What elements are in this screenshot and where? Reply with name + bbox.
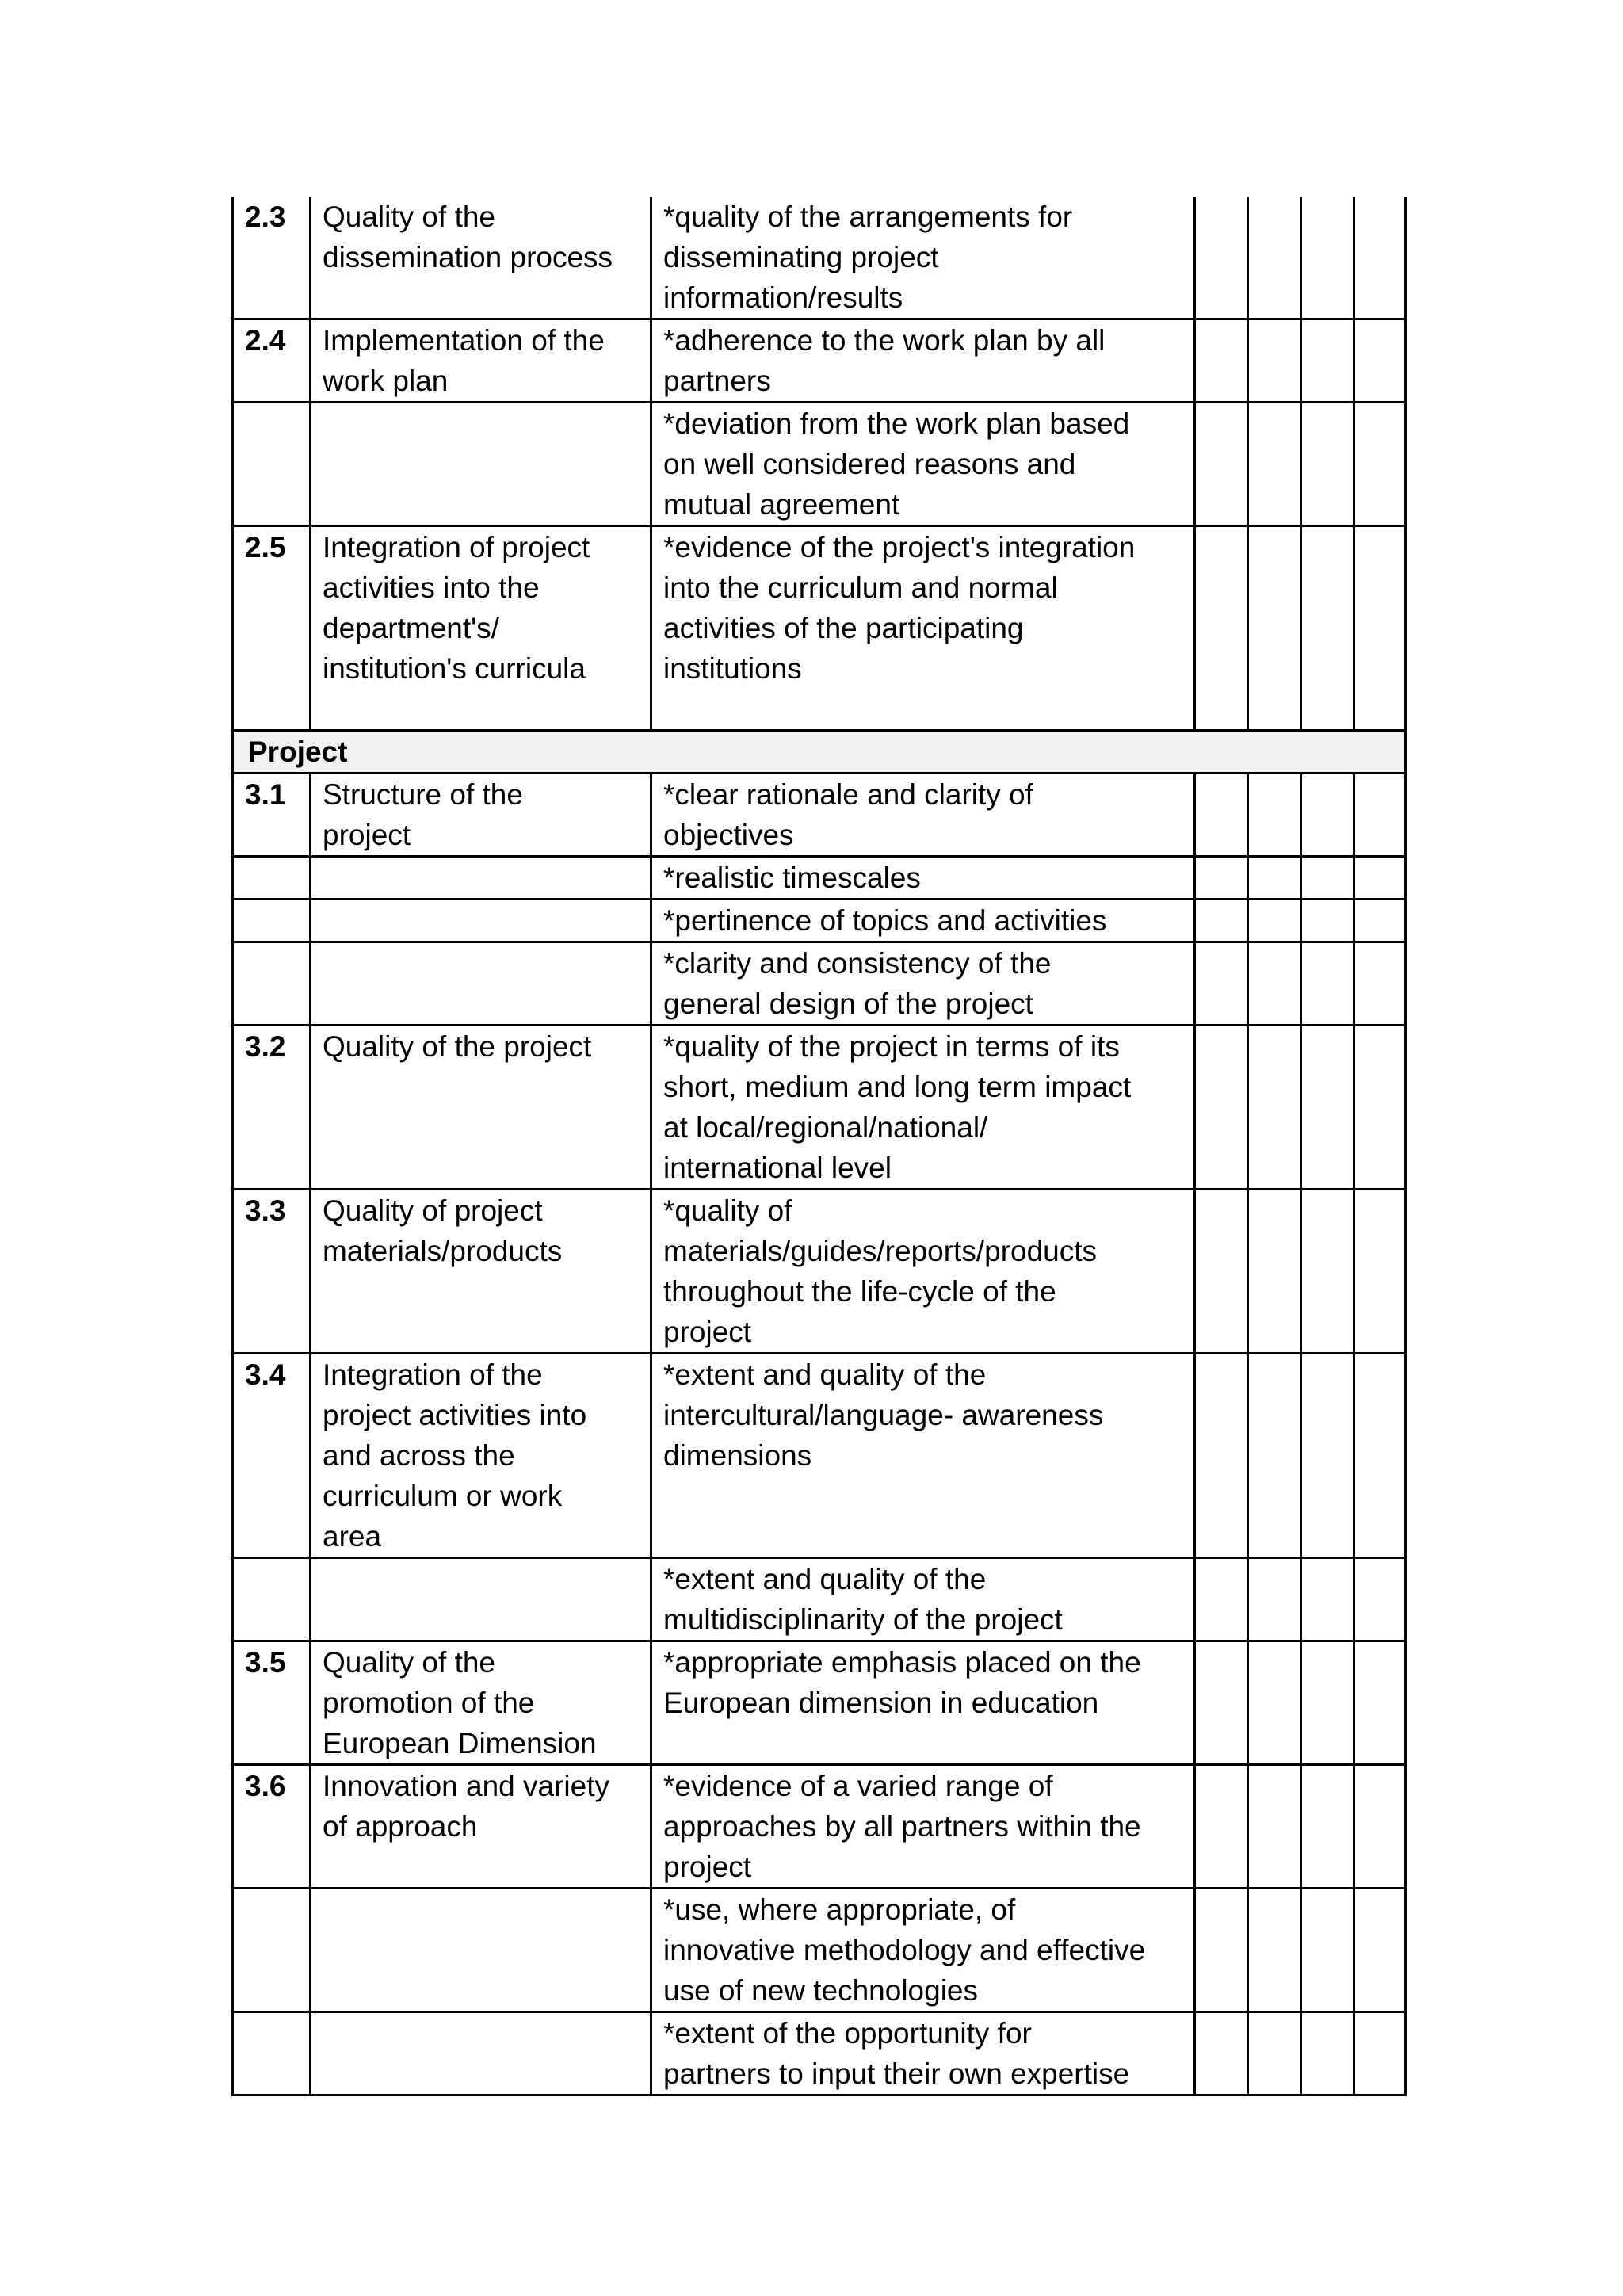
score-cell[interactable]: [1248, 1354, 1301, 1558]
item-number-cell: 3.6: [233, 1765, 311, 1889]
criterion-cell: [311, 2012, 651, 2095]
score-cell[interactable]: [1195, 857, 1248, 900]
criterion-cell: Structure of the project: [311, 774, 651, 857]
criterion-cell: Quality of project materials/products: [311, 1190, 651, 1354]
score-cell[interactable]: [1195, 900, 1248, 942]
item-number-cell: [233, 900, 311, 942]
description-cell: *evidence of the project's integration into the curriculum and normal activities of the participating institutions: [651, 526, 1195, 731]
score-cell[interactable]: [1195, 1641, 1248, 1765]
item-number-cell: 3.5: [233, 1641, 311, 1765]
item-number-cell: [233, 1889, 311, 2012]
description-cell: *adherence to the work plan by all partners: [651, 319, 1195, 403]
score-cell[interactable]: [1195, 1765, 1248, 1889]
item-number-cell: 3.4: [233, 1354, 311, 1558]
score-cell[interactable]: [1354, 319, 1406, 403]
criterion-cell: Quality of the project: [311, 1026, 651, 1190]
description-cell: *quality of the project in terms of its short, medium and long term impact at local/regional/national/ international level: [651, 1026, 1195, 1190]
item-number-cell: 2.3: [233, 197, 311, 319]
score-cell[interactable]: [1354, 1765, 1406, 1889]
score-cell[interactable]: [1248, 1190, 1301, 1354]
description-cell: *appropriate emphasis placed on the European dimension in education: [651, 1641, 1195, 1765]
score-cell[interactable]: [1301, 1765, 1354, 1889]
table-row: [233, 1641, 1406, 1765]
description-cell: *quality of materials/guides/reports/products throughout the life-cycle of the project: [651, 1190, 1195, 1354]
score-cell[interactable]: [1248, 857, 1301, 900]
score-cell[interactable]: [1195, 2012, 1248, 2095]
criterion-cell: Quality of the promotion of the European Dimension: [311, 1641, 651, 1765]
table-row: [233, 403, 1406, 526]
score-cell[interactable]: [1195, 1354, 1248, 1558]
description-cell: *clarity and consistency of the general design of the project: [651, 942, 1195, 1026]
score-cell[interactable]: [1301, 1026, 1354, 1190]
criterion-cell: Innovation and variety of approach: [311, 1765, 651, 1889]
score-cell[interactable]: [1354, 403, 1406, 526]
description-cell: *realistic timescales: [651, 857, 1195, 900]
score-cell[interactable]: [1248, 2012, 1301, 2095]
section-row: [233, 731, 1406, 774]
criterion-cell: [311, 403, 651, 526]
item-number-cell: [233, 2012, 311, 2095]
score-cell[interactable]: [1195, 942, 1248, 1026]
score-cell[interactable]: [1195, 319, 1248, 403]
table-row: [233, 526, 1406, 731]
table-row: [233, 1190, 1406, 1354]
score-cell[interactable]: [1248, 526, 1301, 731]
score-cell[interactable]: [1301, 526, 1354, 731]
score-cell[interactable]: [1195, 526, 1248, 731]
description-cell: *deviation from the work plan based on well considered reasons and mutual agreement: [651, 403, 1195, 526]
score-cell[interactable]: [1354, 942, 1406, 1026]
score-cell[interactable]: [1301, 1558, 1354, 1641]
criterion-cell: Integration of the project activities into and across the curriculum or work area: [311, 1354, 651, 1558]
description-cell: *extent and quality of the multidisciplinarity of the project: [651, 1558, 1195, 1641]
score-cell[interactable]: [1195, 774, 1248, 857]
table-row: [233, 1354, 1406, 1558]
table-row: [233, 1558, 1406, 1641]
item-number-cell: 3.2: [233, 1026, 311, 1190]
score-cell[interactable]: [1354, 1026, 1406, 1190]
table-row: [233, 1889, 1406, 2012]
description-cell: *clear rationale and clarity of objectives: [651, 774, 1195, 857]
description-cell: *extent of the opportunity for partners to input their own expertise: [651, 2012, 1195, 2095]
criterion-cell: [311, 1889, 651, 2012]
score-cell[interactable]: [1354, 197, 1406, 319]
table-row: [233, 1765, 1406, 1889]
item-number-cell: 2.5: [233, 526, 311, 731]
item-number-cell: [233, 942, 311, 1026]
score-cell[interactable]: [1248, 900, 1301, 942]
table-row: [233, 197, 1406, 319]
score-cell[interactable]: [1195, 403, 1248, 526]
criterion-cell: [311, 857, 651, 900]
item-number-cell: 2.4: [233, 319, 311, 403]
description-cell: *use, where appropriate, of innovative methodology and effective use of new technologies: [651, 1889, 1195, 2012]
score-cell[interactable]: [1301, 942, 1354, 1026]
criterion-cell: Implementation of the work plan: [311, 319, 651, 403]
score-cell[interactable]: [1248, 1765, 1301, 1889]
evaluation-table: [231, 197, 1407, 2096]
description-cell: *evidence of a varied range of approaches by all partners within the project: [651, 1765, 1195, 1889]
score-cell[interactable]: [1248, 942, 1301, 1026]
score-cell[interactable]: [1248, 1558, 1301, 1641]
score-cell[interactable]: [1248, 774, 1301, 857]
score-cell[interactable]: [1248, 319, 1301, 403]
score-cell[interactable]: [1354, 1190, 1406, 1354]
score-cell[interactable]: [1248, 197, 1301, 319]
score-cell[interactable]: [1301, 319, 1354, 403]
score-cell[interactable]: [1301, 403, 1354, 526]
score-cell[interactable]: [1354, 1558, 1406, 1641]
score-cell[interactable]: [1301, 197, 1354, 319]
score-cell[interactable]: [1354, 857, 1406, 900]
description-cell: *extent and quality of the intercultural/language- awareness dimensions: [651, 1354, 1195, 1558]
score-cell[interactable]: [1354, 900, 1406, 942]
score-cell[interactable]: [1354, 774, 1406, 857]
item-number-cell: [233, 857, 311, 900]
score-cell[interactable]: [1301, 1354, 1354, 1558]
item-number-cell: [233, 1558, 311, 1641]
table-row: [233, 900, 1406, 942]
score-cell[interactable]: [1354, 2012, 1406, 2095]
score-cell[interactable]: [1248, 1026, 1301, 1190]
score-cell[interactable]: [1301, 900, 1354, 942]
score-cell[interactable]: [1354, 526, 1406, 731]
score-cell[interactable]: [1301, 2012, 1354, 2095]
score-cell[interactable]: [1195, 197, 1248, 319]
item-number-cell: 3.3: [233, 1190, 311, 1354]
table-row: [233, 2012, 1406, 2095]
criterion-cell: [311, 900, 651, 942]
score-cell[interactable]: [1301, 1190, 1354, 1354]
score-cell[interactable]: [1248, 1641, 1301, 1765]
score-cell[interactable]: [1195, 1889, 1248, 2012]
table-row: [233, 319, 1406, 403]
score-cell[interactable]: [1248, 1889, 1301, 2012]
score-cell[interactable]: [1354, 1641, 1406, 1765]
description-cell: *pertinence of topics and activities: [651, 900, 1195, 942]
score-cell[interactable]: [1248, 403, 1301, 526]
score-cell[interactable]: [1195, 1190, 1248, 1354]
score-cell[interactable]: [1354, 1354, 1406, 1558]
score-cell[interactable]: [1301, 1641, 1354, 1765]
table-row: [233, 774, 1406, 857]
criterion-cell: Quality of the dissemination process: [311, 197, 651, 319]
score-cell[interactable]: [1301, 857, 1354, 900]
item-number-cell: 3.1: [233, 774, 311, 857]
description-cell: *quality of the arrangements for disseminating project information/results: [651, 197, 1195, 319]
criterion-cell: Integration of project activities into the department's/ institution's curricula: [311, 526, 651, 731]
table-row: [233, 1026, 1406, 1190]
score-cell[interactable]: [1301, 774, 1354, 857]
score-cell[interactable]: [1195, 1026, 1248, 1190]
score-cell[interactable]: [1301, 1889, 1354, 2012]
section-heading: Project: [233, 731, 1406, 774]
table-row: [233, 857, 1406, 900]
criterion-cell: [311, 942, 651, 1026]
item-number-cell: [233, 403, 311, 526]
criterion-cell: [311, 1558, 651, 1641]
score-cell[interactable]: [1354, 1889, 1406, 2012]
score-cell[interactable]: [1195, 1558, 1248, 1641]
table-row: [233, 942, 1406, 1026]
